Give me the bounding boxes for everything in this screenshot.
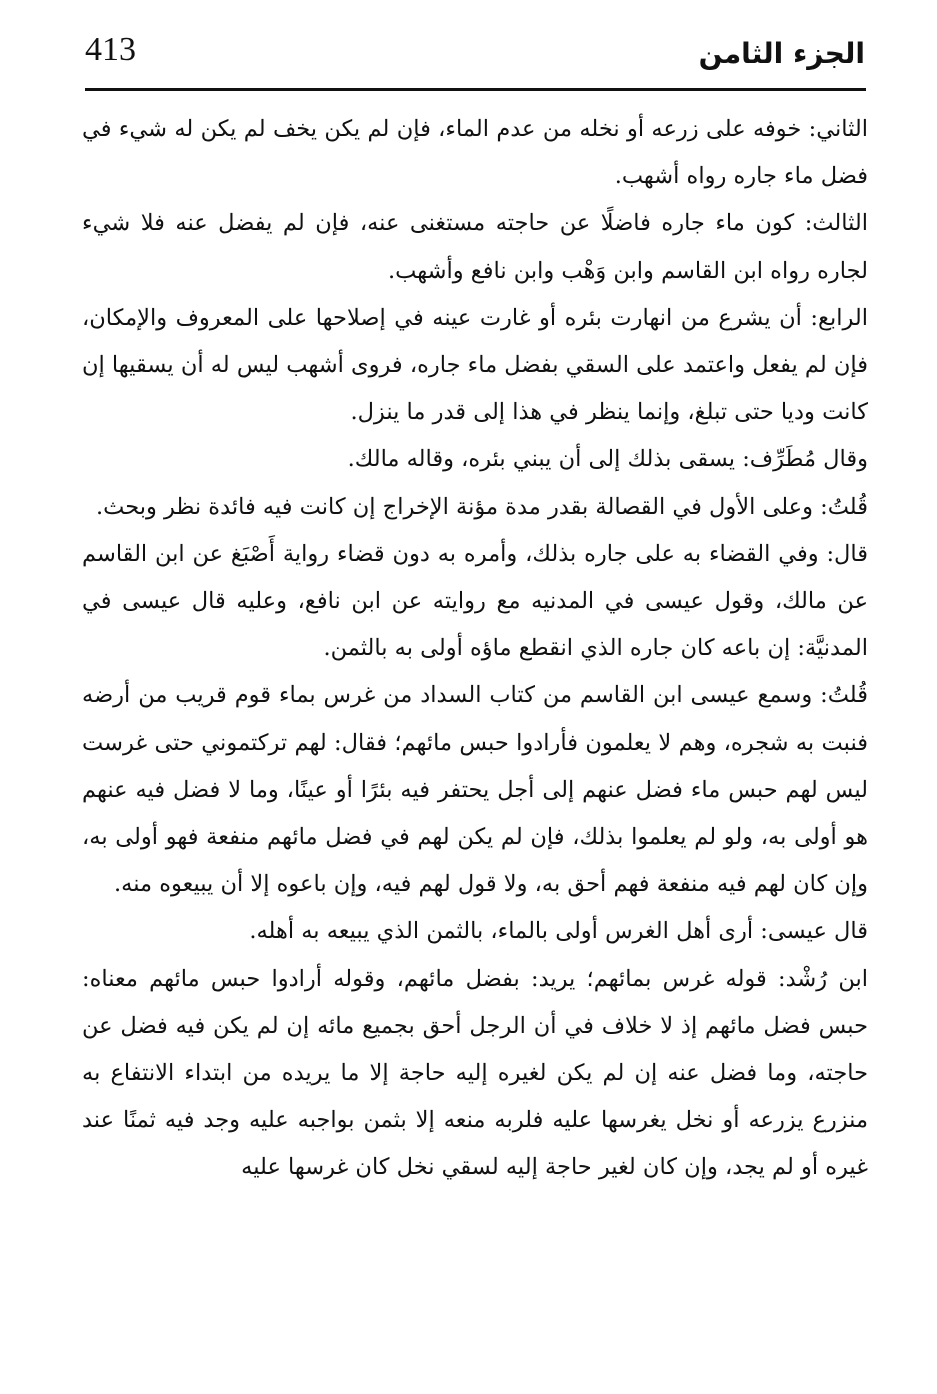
body-text xyxy=(82,106,868,1192)
paragraph: وقال مُطَرِّف: يسقى بذلك إلى أن يبني بئره، وقاله مالك. xyxy=(347,446,868,473)
paragraph: قُلتُ: وعلى الأول في القصالة بقدر مدة مؤنة الإخراج إن كانت فيه فائدة نظر وبحث. xyxy=(95,493,868,520)
page-number: 413 xyxy=(85,31,136,68)
paragraph: قال: وفي القضاء به على جاره بذلك، وأمره به دون قضاء رواية أَصْبَغ عن ابن القاسم عن مالك، وقول عيسى في المدنيه مع روايته عن ابن نافع، وعليه قال عيسى في المدنيَّة: إن باعه كان جاره الذي انقطع ماؤه أولى به بالثمن. xyxy=(82,540,868,662)
paragraph: الثالث: كون ماء جاره فاضلًا عن حاجته مستغنى عنه، فإن لم يفضل عنه فلا شيء لجاره رواه ابن القاسم وابن وَهْب وابن نافع وأشهب. xyxy=(82,210,868,284)
paragraph: ابن رُشْد: قوله غرس بمائهم؛ يريد: بفضل مائهم، وقوله أرادوا حبس مائهم معناه: حبس فضل مائهم إذ لا خلاف في أن الرجل أحق بجميع مائه إن لم يكن فيه فضل عن حاجته، وما فضل عنه إن لم يكن لغيره إليه حاجة إلا ما يريده من ابتداء الانتفاع به منزرع يزرعه أو نخل يغرسها عليه فلربه منعه إلا بثمن بواجبه عليه وجد فيه ثمنًا عند غيره أو لم يجد، وإن كان لغير حاجة إليه لسقي نخل كان غرسها عليه xyxy=(82,965,868,1181)
paragraph: قال عيسى: أرى أهل الغرس أولى بالماء، بالثمن الذي يبيعه به أهله. xyxy=(249,918,868,945)
paragraph: الرابع: أن يشرع من انهارت بئره أو غارت عينه في إصلاحها على المعروف والإمكان، فإن لم يفعل واعتمد على السقي بفضل ماء جاره، فروى أشهب ليس له أن يسقيها إن كانت وديا حتى تبلغ، وإنما ينظر في هذا إلى قدر ما ينزل. xyxy=(82,304,868,426)
paragraph: الثاني: خوفه على زرعه أو نخله من عدم الماء، فإن لم يكن يخف لم يكن له شيء في فضل ماء جاره رواه أشهب. xyxy=(82,116,868,190)
running-title: الجزء الثامن xyxy=(698,37,865,70)
paragraph: قُلتُ: وسمع عيسى ابن القاسم من كتاب السداد من غرس بماء قوم قريب من أرضه فنبت به شجره، وهم لا يعلمون فأرادوا حبس مائهم؛ فقال: لهم تركتموني حتى غرست ليس لهم حبس ماء فضل عنهم إلى أجل يحتفر فيه بئرًا أو عينًا، وما لا فضل فيه عنهم هو أولى به، ولو لم يعلموا بذلك، فإن لم يكن لهم في فضل مائهم منفعة فهو أولى به، وإن كان لهم فيه منفعة فهم أحق به، ولا قول لهم فيه، وإن باعوه إلا أن يبيعوه منه. xyxy=(82,682,868,898)
page-header xyxy=(85,28,865,88)
header-divider xyxy=(85,88,866,91)
